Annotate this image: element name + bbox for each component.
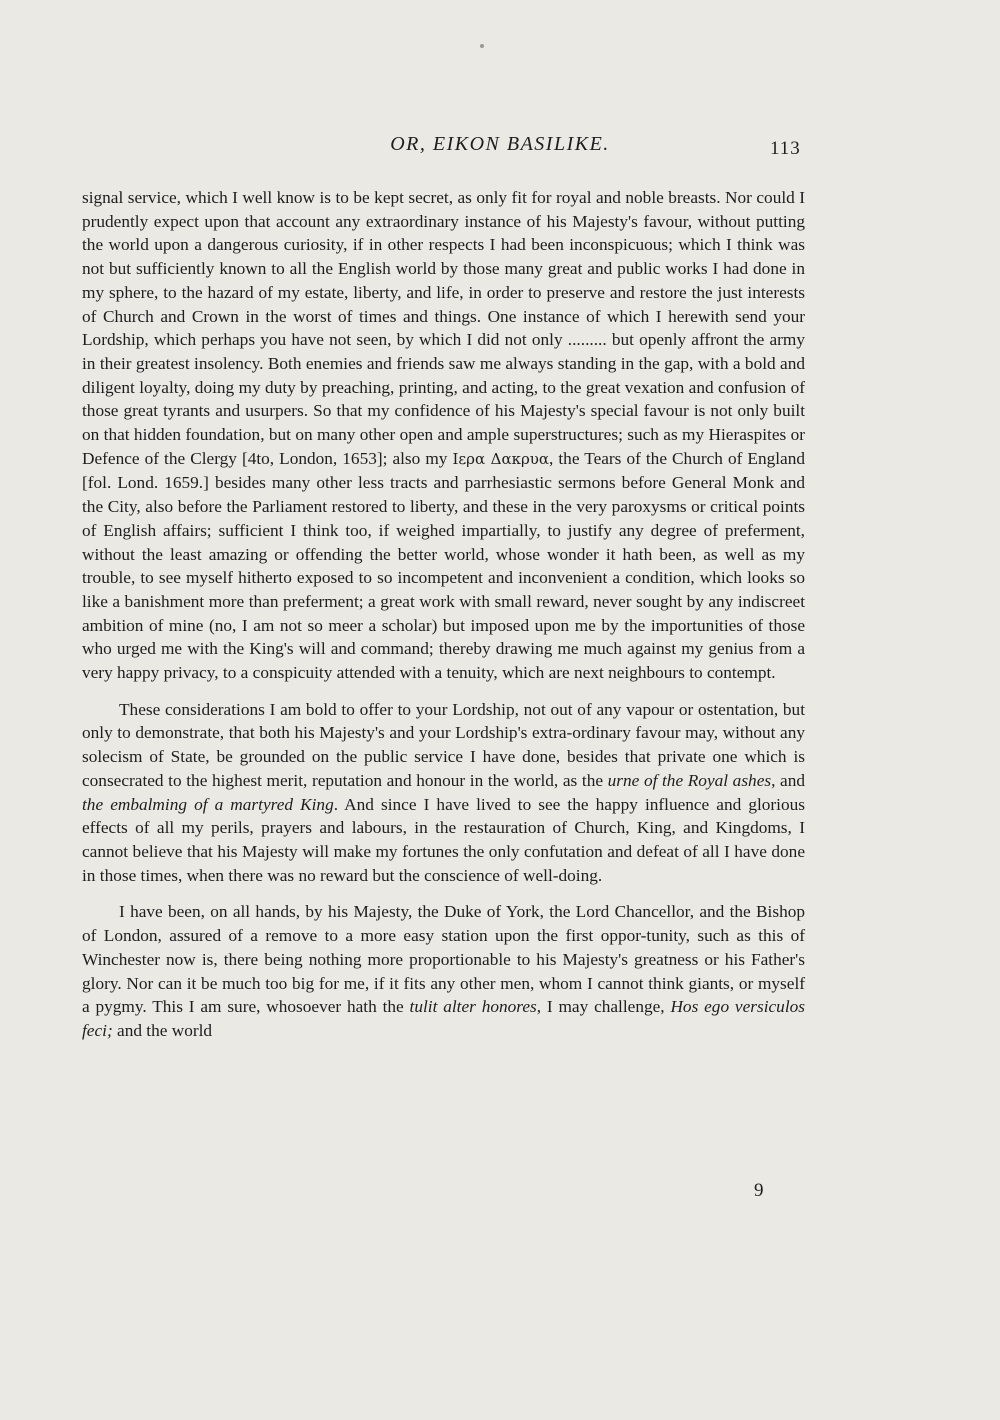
paragraph-2-text-b: , and (771, 770, 805, 790)
paragraph-2-text-a: These considerations I am bold to offer to your Lordship, not out of any vapour or ostentation, but only to demonstrate, that both his Majesty's and your Lordship's extra-ordinary favour may, without any solecism of State, be grounded on the public service I have done, besides that private one which is consecrated to the highest merit, reputation and honour in the world, as the (82, 699, 805, 790)
paragraph-3 (82, 900, 805, 1042)
paragraph-3-text-a: I have been, on all hands, by his Majesty, the Duke of York, the Lord Chancellor, and the Bishop of London, assured of a remove to a more easy station upon the first oppor-tunity, such as this of Winchester now is, there being nothing more proportionable to his Majesty's greatness or his Father's glory. Nor can it be much too big for me, if it fits any other men, whom I cannot think giants, or myself a pygmy. This I am sure, whosoever hath the (82, 902, 805, 1017)
italic-phrase-embalming: the embalming of a martyred King (82, 794, 334, 814)
italic-phrase-tulit: tulit alter honores (409, 997, 537, 1017)
signature-mark: 9 (754, 1180, 764, 1201)
paragraph-1-text-a: signal service, which I well know is to be kept secret, as only fit for royal and noble breasts. Nor could I prudently expect upon that account any extraordinary instance of his Majesty's favour, without putting the world upon a dangerous curiosity, if in other respects I had been inconspicuous; which I think was not but sufficiently known to all the English world by those many great and public works I had done in my sphere, to the hazard of my estate, liberty, and life, in order to preserve and restore the just interests of Church and Crown in the worst of times and things. One instance of which I herewith send your Lordship, which perhaps you have not seen, by which I did not only ......... but openly affront the army in their greatest insolency. Both enemies and friends saw me always standing in the gap, with a bold and diligent loyalty, doing my duty by preaching, printing, and acting, to the great vexation and confusion of those great tyrants and usurpers. So that my confidence of his Majesty's special favour is not only built on that hidden foundation, but on many other open and ample superstructures; such as my Hieraspites or Defence of the Clergy [4to, London, 1653]; also my (82, 188, 805, 468)
paragraph-3-text-b: , I may challenge, (536, 997, 665, 1017)
italic-phrase-urne: urne of the Royal ashes (607, 770, 772, 790)
italic-phrase-hos-ego: Hos ego versiculos feci; (82, 997, 805, 1040)
body-text (82, 186, 805, 1043)
page-speck (480, 44, 484, 48)
paragraph-1-text-b: , the Tears of the Church of England [fol. Lond. 1659.] besides many other less tracts and parrhesiastic sermons before General Monk and the City, also before the Parliament restored to liberty, and these in the very paroxysms or critical points of English affairs; sufficient I think too, if weighed impartially, to justify any degree of preferment, without the least amazing or offending the better world, whose wonder it hath been, as well as my trouble, to see myself hitherto exposed to so incompetent and inconvenient a condition, which looks so like a banishment more than preferment; a great work with small reward, never sought by any indiscreet ambition of mine (no, I am not so meer a scholar) but imposed upon me by the importunities of those who urged me with the King's will and command; thereby drawing me much against my genius from a very happy privacy, to a conspicuity attended with a tenuity, which are next neighbours to contempt. (82, 448, 805, 683)
running-head: OR, EIKON BASILIKE. (390, 133, 610, 155)
greek-title: Ιερα Δακρυα (452, 449, 550, 468)
paragraph-3-text-c: and the world (117, 1020, 213, 1040)
paragraph-1 (82, 186, 805, 685)
page-number: 113 (770, 138, 801, 159)
paragraph-2-text-c: . And since I have lived to see the happy influence and glorious effects of all my perils, prayers and labours, in the restauration of Church, King, and Kingdoms, I cannot believe that his Majesty will make my fortunes the only confutation and defeat of all I have done in those times, when there was no reward but the conscience of well-doing. (82, 794, 805, 885)
paragraph-2 (82, 698, 805, 888)
